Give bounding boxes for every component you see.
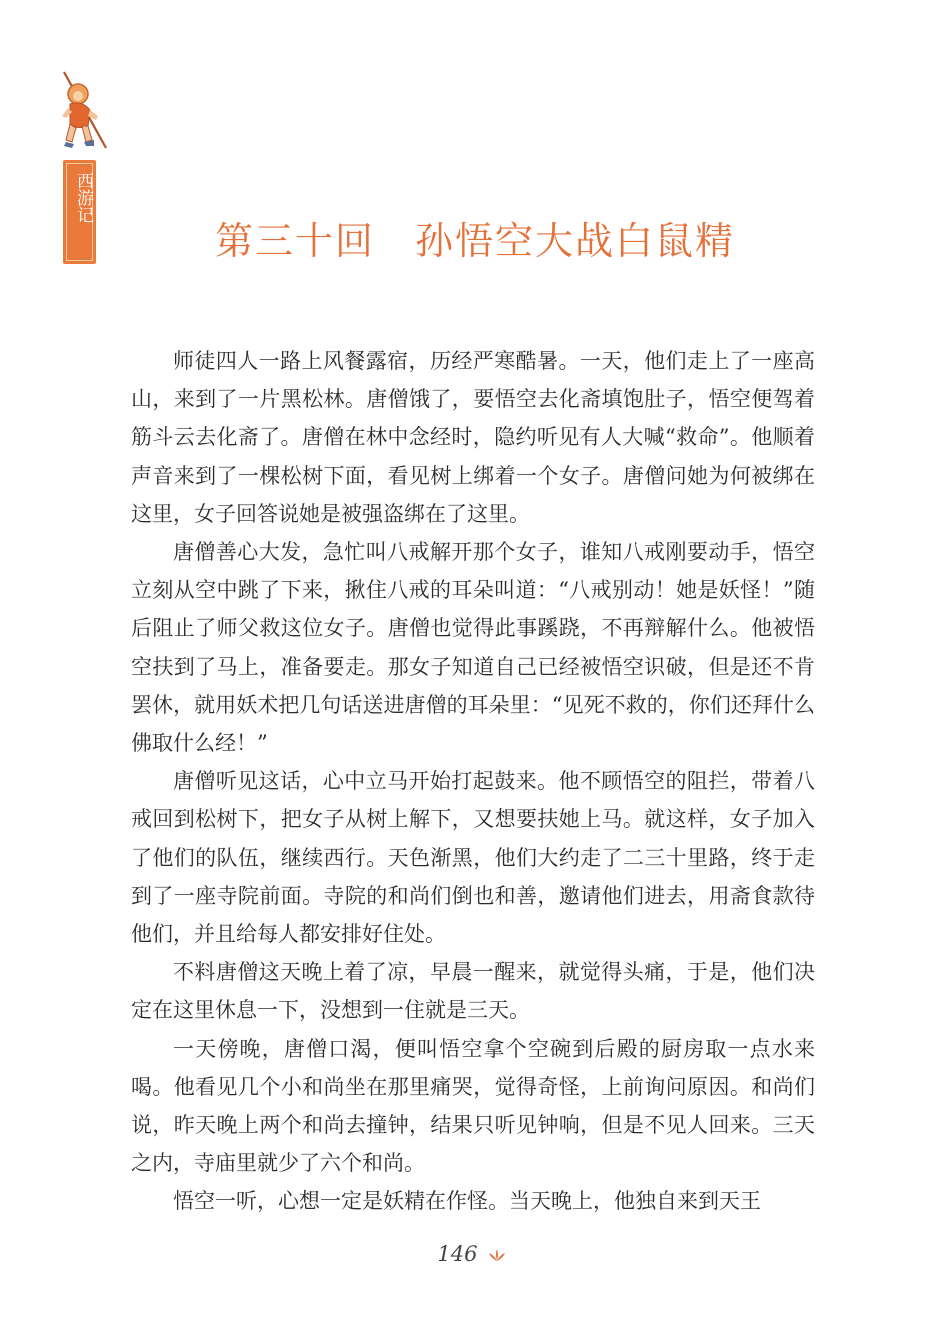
paragraph: 师徒四人一路上风餐露宿，历经严寒酷暑。一天，他们走上了一座高山，来到了一片黑松林。唐僧饿了，要悟空去化斋填饱肚子，悟空便驾着筋斗云去化斋了。唐僧在林中念经时，隐约听见有人大喊“救命”。他顺着声音来到了一棵松树下面，看见树上绑着一个女子。唐僧问她为何被绑在这里，女子回答说她是被强盗绑在了这里。 bbox=[131, 349, 815, 526]
chapter-title: 第三十回 孙悟空大战白鼠精 bbox=[214, 219, 735, 263]
body-text bbox=[131, 342, 815, 1221]
paragraph: 唐僧善心大发，急忙叫八戒解开那个女子，谁知八戒刚要动手，悟空立刻从空中跳了下来，揪住八戒的耳朵叫道：“八戒别动！她是妖怪！”随后阻止了师父救这位女子。唐僧也觉得此事蹊跷，不再辩解什么。他被悟空扶到了马上，准备要走。那女子知道自己已经被悟空识破，但是还不肯罢休，就用妖术把几句话送进唐僧的耳朵里：“见死不救的，你们还拜什么佛取什么经！” bbox=[131, 540, 815, 756]
paragraph: 悟空一听，心想一定是妖精在作怪。当天晚上，他独自来到天王 bbox=[173, 1189, 761, 1214]
flourish-icon bbox=[487, 1247, 507, 1266]
paragraph: 一天傍晚，唐僧口渴，便叫悟空拿个空碗到后殿的厨房取一点水来喝。他看见几个小和尚坐在那里痛哭，觉得奇怪，上前询问原因。和尚们说，昨天晚上两个和尚去撞钟，结果只听见钟响，但是不见人回来。三天之内，寺庙里就少了六个和尚。 bbox=[131, 1036, 815, 1176]
paragraph: 唐僧听见这话，心中立马开始打起鼓来。他不顾悟空的阻拦，带着八戒回到松树下，把女子从树上解下，又想要扶她上马。就这样，女子加入了他们的队伍，继续西行。天色渐黑，他们大约走了二三十里路，终于走到了一座寺院前面。寺院的和尚们倒也和善，邀请他们进去，用斋食款待他们，并且给每人都安排好住处。 bbox=[131, 769, 815, 947]
page-number: 146 bbox=[437, 1242, 478, 1266]
page-footer bbox=[0, 1242, 944, 1266]
monkey-king-icon bbox=[54, 70, 110, 154]
book-title-tab bbox=[63, 160, 96, 264]
paragraph: 不料唐僧这天晚上着了凉，早晨一醒来，就觉得头痛，于是，他们决定在这里休息一下，没想到一住就是三天。 bbox=[131, 960, 815, 1023]
book-title-label: 西游记 bbox=[73, 172, 93, 223]
